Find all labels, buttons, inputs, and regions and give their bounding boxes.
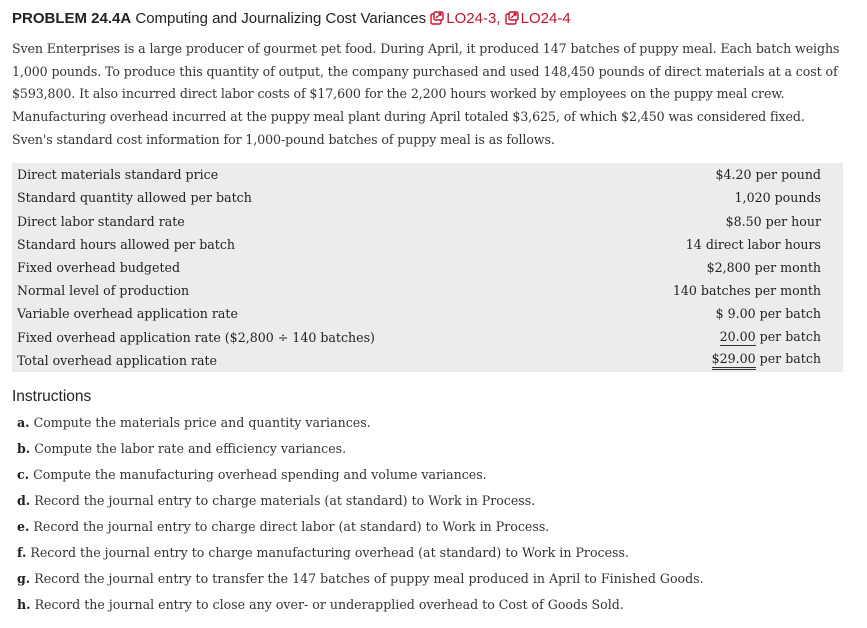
table-row [12,209,843,232]
standard-label: Normal level of production [17,283,190,299]
standard-label: Standard quantity allowed per batch [17,190,252,206]
learning-objective-label: LO24-4 [520,10,571,27]
underlined-amount: 20.00 [719,328,756,344]
standard-label: Fixed overhead application rate ($2,800 ÷ 140 batches) [17,329,375,345]
list-item [17,568,704,594]
item-text: Record the journal entry to charge manufacturing overhead (at standard) to Work in Process. [30,545,629,560]
problem-header [12,10,571,27]
objective-separator: , [496,10,501,27]
table-row [12,302,843,325]
instructions-list [17,412,704,620]
item-text: Compute the labor rate and efficiency variances. [34,441,347,456]
table-row [12,233,843,256]
item-text: Compute the manufacturing overhead spending and volume variances. [33,467,487,482]
instructions-heading: Instructions [12,388,92,405]
external-link-icon [505,11,519,25]
problem-number: PROBLEM 24.4A [12,10,132,27]
learning-objective-label: LO24-3 [446,10,497,27]
standard-value: 14 direct labor hours [685,236,821,252]
intro-paragraph: Sven Enterprises is a large producer of gourmet pet food. During April, it produced 147 batches of puppy meal. Each batch weighs 1,000 pounds. To produce this quantity of output, the company purchased and used 148,450 pounds of direct materials at a cost of $593,800. It also incurred direct labor costs of $17,600 for the 2,200 hours worked by employees on the puppy meal crew. Manufacturing overhead incurred at the puppy meal plant during April totaled $3,625, of which $2,450 was considered fixed. Sven's standard cost information for 1,000-pound batches of puppy meal is as follows. [12,41,840,147]
table-row [12,163,843,186]
item-text: Record the journal entry to charge materials (at standard) to Work in Process. [34,493,536,508]
list-item [17,438,704,464]
table-row [12,326,843,349]
standard-value: $ 9.00 per batch [715,306,821,322]
item-letter: c. [17,467,30,482]
item-letter: g. [17,571,31,586]
standard-label: Direct labor standard rate [17,213,185,229]
list-item [17,516,704,542]
table-row [12,279,843,302]
value-unit: per batch [755,328,821,344]
double-underlined-amount: $29.00 [712,351,756,370]
standard-value: 140 batches per month [672,283,821,299]
learning-objective-link-1[interactable] [430,10,496,27]
standard-value: 1,020 pounds [734,190,821,206]
table-row [12,349,843,372]
standard-label: Standard hours allowed per batch [17,236,236,252]
table-row [12,256,843,279]
standard-label: Total overhead application rate [17,352,217,368]
table-row [12,186,843,209]
list-item [17,490,704,516]
external-link-icon [430,11,444,25]
list-item [17,594,704,620]
item-letter: h. [17,597,31,612]
item-text: Record the journal entry to charge direct labor (at standard) to Work in Process. [33,519,550,534]
standard-cost-table [12,163,843,372]
learning-objective-link-2[interactable] [505,10,571,27]
item-letter: f. [17,545,27,560]
item-text: Record the journal entry to close any over- or underapplied overhead to Cost of Goods Sold. [34,597,624,612]
item-text: Compute the materials price and quantity variances. [33,415,371,430]
item-text: Record the journal entry to transfer the 147 batches of puppy meal produced in April to Finished Goods. [34,571,704,586]
list-item [17,542,704,568]
problem-description [12,38,848,152]
problem-title: Computing and Journalizing Cost Variances [135,10,427,27]
list-item [17,464,704,490]
standard-value: $8.50 per hour [725,213,821,229]
standard-value: $4.20 per pound [715,167,821,183]
value-unit: per batch [755,350,821,366]
item-letter: e. [17,519,30,534]
item-letter: a. [17,415,30,430]
item-letter: b. [17,441,31,456]
standard-value: $2,800 per month [706,259,821,275]
standard-label: Direct materials standard price [17,167,219,183]
standard-value [532,326,843,349]
standard-label: Fixed overhead budgeted [17,259,181,275]
list-item [17,412,704,438]
standard-value [532,349,843,372]
standard-label: Variable overhead application rate [17,306,238,322]
item-letter: d. [17,493,31,508]
